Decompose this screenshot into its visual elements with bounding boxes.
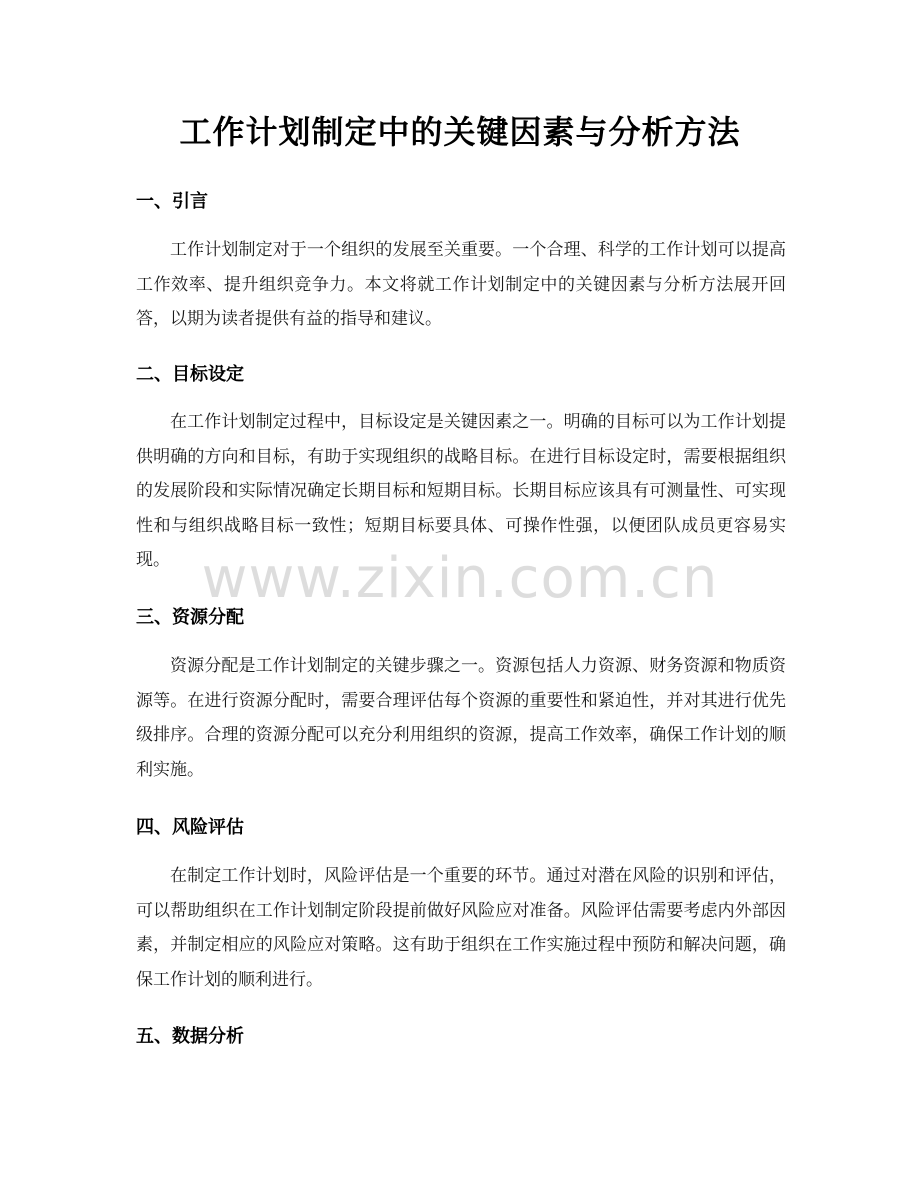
document-title: 工作计划制定中的关键因素与分析方法	[179, 113, 741, 151]
section-body-introduction: 工作计划制定对于一个组织的发展至关重要。一个合理、科学的工作计划可以提高工作效率、提升组织竞争力。本文将就工作计划制定中的关键因素与分析方法展开回答，以期为读者提供有益的指导和建议。	[136, 240, 786, 329]
section-heading-resource-allocation: 三、资源分配	[136, 607, 244, 628]
section-heading-introduction: 一、引言	[136, 191, 208, 212]
section-body-risk-assessment: 在制定工作计划时，风险评估是一个重要的环节。通过对潜在风险的识别和评估，可以帮助组织在工作计划制定阶段提前做好风险应对准备。风险评估需要考虑内外部因素，并制定相应的风险应对策略。这有助于组织在工作实施过程中预防和解决问题，确保工作计划的顺利进行。	[136, 866, 786, 990]
watermark: www.zixin.com.cn	[201, 546, 719, 611]
section-heading-risk-assessment: 四、风险评估	[136, 817, 244, 838]
section-body-resource-allocation: 资源分配是工作计划制定的关键步骤之一。资源包括人力资源、财务资源和物质资源等。在进行资源分配时，需要合理评估每个资源的重要性和紧迫性，并对其进行优先级排序。合理的资源分配可以充分利用组织的资源，提高工作效率，确保工作计划的顺利实施。	[136, 656, 786, 780]
section-heading-goal-setting: 二、目标设定	[136, 364, 244, 385]
section-body-goal-setting: 在工作计划制定过程中，目标设定是关键因素之一。明确的目标可以为工作计划提供明确的方向和目标，有助于实现组织的战略目标。在进行目标设定时，需要根据组织的发展阶段和实际情况确定长期目标和短期目标。长期目标应该具有可测量性、可实现性和与组织战略目标一致性；短期目标要具体、可操作性强，以便团队成员更容易实现。	[136, 412, 786, 570]
section-heading-data-analysis: 五、数据分析	[136, 1026, 244, 1047]
